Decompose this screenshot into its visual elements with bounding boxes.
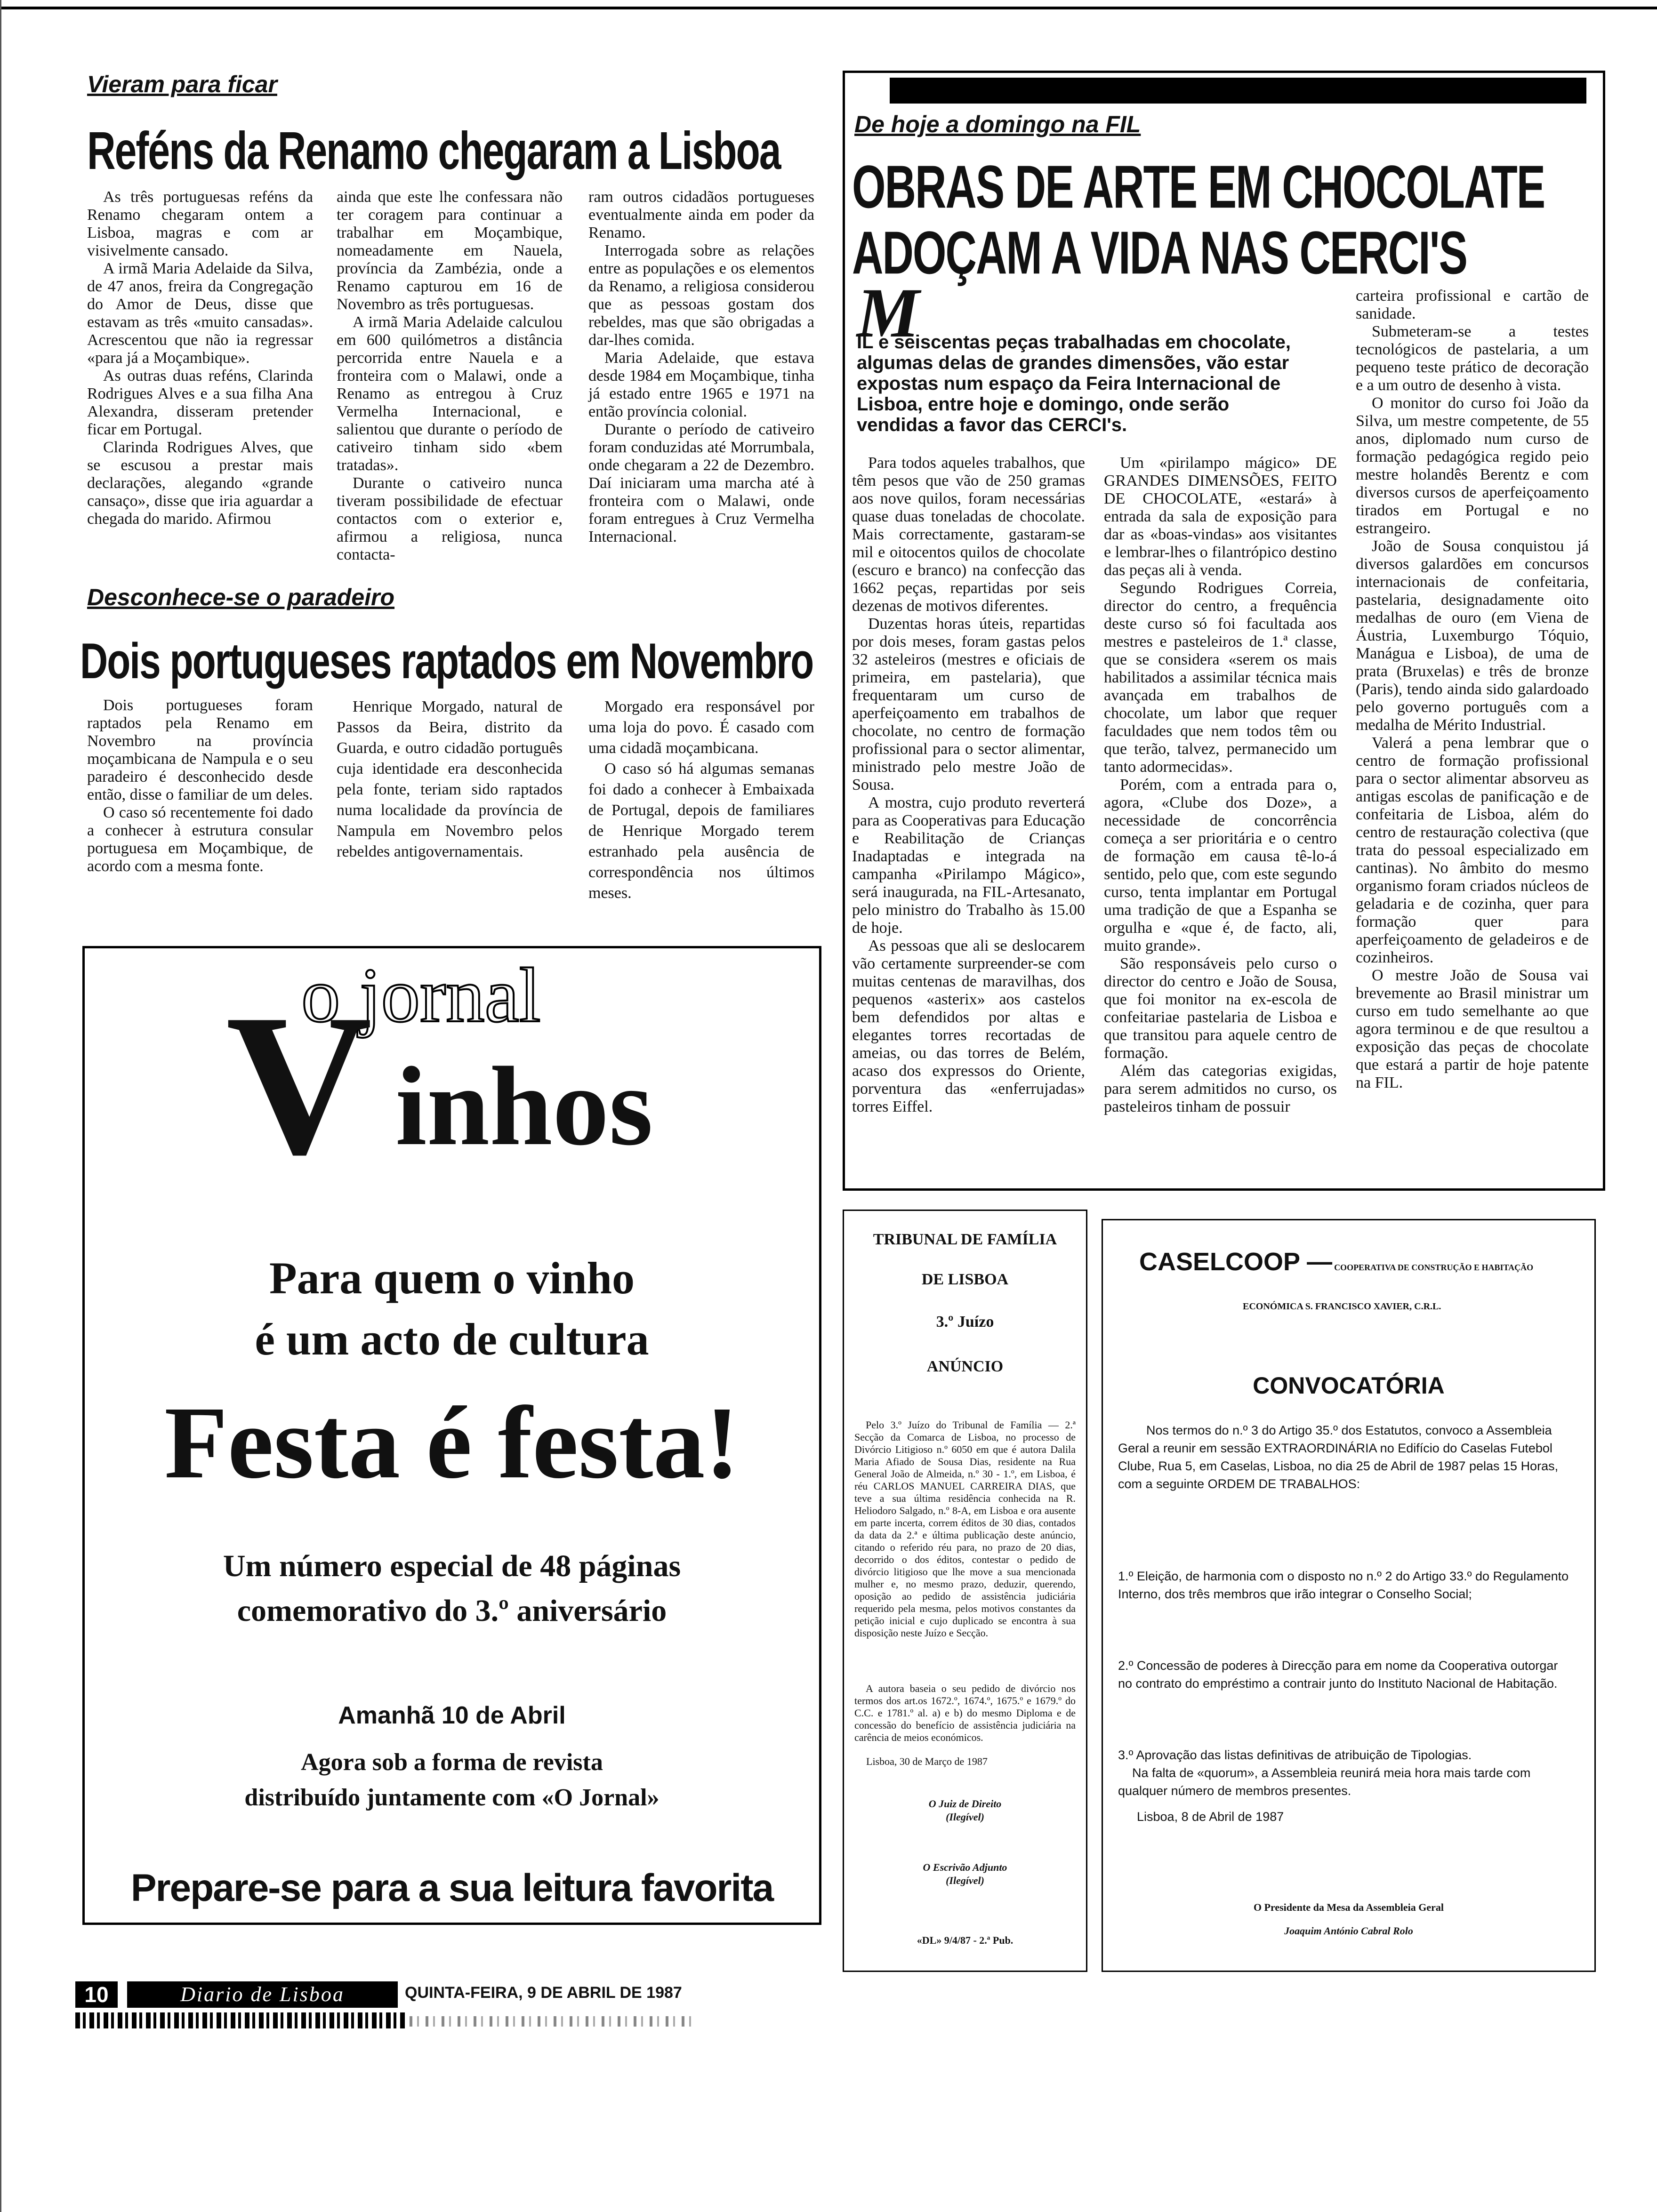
ad-tribunal-title2: DE LISBOA	[921, 1271, 1009, 1288]
article3-headline-line1: OBRAS DE ARTE EM CHOCOLATE	[852, 153, 1545, 221]
ad-jornal-logo-top: o jornal	[301, 952, 541, 1038]
ad-tribunal-title1: TRIBUNAL DE FAMÍLIA	[873, 1231, 1057, 1248]
ad-jornal-date: Amanhã 10 de Abril	[338, 1702, 566, 1729]
ad-caselcoop-item2: 2.º Concessão de poderes à Direcção para em nome da Cooperativa outorgar no contrato do empréstimo a contrair junto do Instituto Nacional de Habitação.	[1118, 1659, 1558, 1691]
paragraph: Valerá a pena lembrar que o centro de formação profissional para o sector alimentar absorveu as antigas escolas de panificação e de confeitaria de Lisboa, além do centro de restauração colectiva (que trata do pessoal especializado em cantinas). No âmbito do mesmo organismo foram criados núcleos de geladaria e de cozinha, quer para formação quer para aperfeiçoamento de geladeiros e de cozinheiros.	[1356, 734, 1589, 966]
article1-col3	[588, 188, 814, 546]
ad-caselcoop-name-rest2: ECONÓMICA S. FRANCISCO XAVIER, C.R.L.	[1243, 1301, 1441, 1312]
article3-col3	[1356, 287, 1589, 1092]
paragraph: João de Sousa conquistou já diversos galardões em concursos internacionais de confeitaria, pastelaria, designadamente oito medalhas de ouro (em Viena de Áustria, Luxemburgo Tóquio, Manágua e Lisboa), de uma de prata (Bruxelas) e três de bronze (Paris), tendo ainda sido galardoado pelo governo português com a medalha de Mérito Industrial.	[1356, 537, 1589, 734]
ad-caselcoop-title: CONVOCATÓRIA	[1253, 1372, 1445, 1399]
ad-tribunal-sig1b: (Ilegível)	[946, 1811, 984, 1823]
ad-caselcoop-item3: 3.º Aprovação das listas definitivas de atribuição de Tipologias.	[1118, 1748, 1472, 1762]
ad-jornal-cta: Prepare-se para a sua leitura favorita	[130, 1867, 773, 1909]
paragraph: A mostra, cujo produto reverterá para as Cooperativas para Educação e Reabilitação de Crianças Inadaptadas e integrada na campanha «Pirilampo Mágico», será inaugurada, na FIL-Artesanato, pelo ministro do Trabalho às 15.00 de hoje.	[852, 794, 1085, 937]
paragraph: carteira profissional e cartão de sanidade.	[1356, 287, 1589, 322]
paragraph: As pessoas que ali se deslocarem vão certamente surpreender-se com muitas centenas de maravilhas, dos pequenos «asterix» aos castelos bem defendidos por altas e elegantes torres recortadas de ameias, ou das torres de Belém, acaso dos expressos do Oriente, porventura das «enferrujadas» torres Eiffel.	[852, 937, 1085, 1115]
ad-tribunal-place-date: Lisboa, 30 de Março de 1987	[866, 1755, 988, 1767]
paragraph: Duzentas horas úteis, repartidas por dois meses, foram gastas pelos 32 asteleiros (mestres e oficiais de primeira, em pastelaria), que frequentaram um curso de aperfeiçoamento em trabalhos de chocolate, no centro de formação profissional para o sector alimentar, ministrado pelo mestre João de Sousa.	[852, 615, 1085, 793]
ad-caselcoop-place-date: Lisboa, 8 de Abril de 1987	[1137, 1810, 1284, 1824]
article1-col1	[87, 188, 313, 528]
paragraph: O caso só recentemente foi dado a conhecer à estrutura consular portuguesa em Moçambique, de acordo com a mesma fonte.	[87, 804, 313, 875]
article1-headline: Reféns da Renamo chegaram a Lisboa	[87, 120, 780, 181]
paragraph: ram outros cidadãos portugueses eventualmente ainda em poder da Renamo.	[588, 188, 814, 241]
ad-tribunal-ref: «DL» 9/4/87 - 2.ª Pub.	[917, 1934, 1014, 1946]
ad-jornal-sub1: Um número especial de 48 páginas	[223, 1549, 681, 1583]
ad-tribunal-sig2b: (Ilegível)	[946, 1875, 984, 1886]
article1-col2	[337, 188, 563, 564]
ad-tribunal-body2: A autora baseia o seu pedido de divórcio nos termos dos art.os 1672.º, 1674.º, 1675.º e 1679.º do C.C. e 1781.º al. a) e b) do mesmo Diploma e de concessão do benefício de assistência judiciária na carência de meios económicos.	[854, 1683, 1076, 1743]
ad-jornal-form2: distribuído juntamente com «O Jornal»	[244, 1784, 660, 1811]
footer-masthead: Diario de Lisboa	[127, 1981, 398, 2008]
ad-tribunal-body: Pelo 3.º Juízo do Tribunal de Família — 2.ª Secção da Comarca de Lisboa, no processo de Divórcio Litigioso n.º 6050 em que é autora Dalila Maria Afiado de Sousa Dias, residente na Rua General João de Almeida, n.º 30 - 1.º, em Lisboa, é réu CARLOS MANUEL CARREIRA DIAS, que teve a sua última residência conhecida na R. Heliodoro Salgado, n.º 8-A, em Lisboa e ora ausente em parte incerta, correm éditos de 30 dias, contados da data da 2.ª e última publicação deste anúncio, citando o referido réu para, no prazo de 20 dias, decorrido o dos éditos, contestar o pedido de divórcio litigioso que lhe move a sua mencionada mulher e, no mesmo prazo, deduzir, querendo, oposição ao pedido de assistência judiciária requerido pela mesma, pelos motivos constantes da petição inicial e cujo duplicado se encontra à sua disposição neste Juízo e Secção.	[854, 1419, 1076, 1639]
paragraph: Durante o cativeiro nunca tiveram possibilidade de efectuar contactos com o exterior e, afirmou a religiosa, nunca contacta-	[337, 474, 563, 563]
article2-headline: Dois portugueses raptados em Novembro	[80, 633, 813, 689]
paragraph: Um «pirilampo mágico» DE GRANDES DIMENSÕES, FEITO DE CHOCOLATE, «estará» à entrada da sala de exposição para dar as «boas-vindas» aos visitantes e lembrar-lhes o filantrópico destino das peças ali à venda.	[1104, 454, 1337, 579]
article3-col2	[1104, 454, 1337, 1116]
ad-caselcoop-sig1: O Presidente da Mesa da Assembleia Geral	[1253, 1901, 1444, 1913]
paragraph: ainda que este lhe confessara não ter coragem para continuar a trabalhar em Moçambique, nomeadamente em Nauela, província da Zambézia, onde a Renamo capturou em 16 de Novembro as três portuguesas.	[337, 188, 563, 313]
paragraph: O mestre João de Sousa vai brevemente ao Brasil ministrar um curso em tudo semelhante ao que agora terminou e de que resultou a exposição das peças de chocolate que estará a partir de hoje patente na FIL.	[1356, 967, 1589, 1091]
paragraph: Submeteram-se a testes tecnológicos de pastelaria, a um pequeno teste prático de decoração e a um outro de desenho à vista.	[1356, 323, 1589, 394]
article3-lead: IL e seiscentas peças trabalhadas em chocolate, algumas delas de grandes dimensões, vão estar expostas num espaço da Feira Internacional de Lisboa, entre hoje e domingo, onde serão vendidas a favor das CERCI's.	[857, 332, 1291, 435]
footer-decorative-band-faded	[410, 2016, 692, 2027]
article2-col1	[87, 697, 313, 875]
paragraph: Dois portugueses foram raptados pela Renamo em Novembro na província moçambicana de Nampula e o seu paradeiro é desconhecido desde então, disse o familiar de um deles.	[87, 697, 313, 803]
paragraph: Henrique Morgado, natural de Passos da Beira, distrito da Guarda, e outro cidadão português cuja identidade era desconhecida pela fonte, teriam sido raptados numa localidade da província de Nampula em Novembro pelos rebeldes antigovernamentais.	[337, 698, 563, 860]
ad-tribunal-court: 3.º Juízo	[936, 1313, 994, 1330]
article3-headline-line2: ADOÇAM A VIDA NAS CERCI'S	[852, 219, 1467, 287]
ad-caselcoop-intro: Nos termos do n.º 3 do Artigo 35.º dos Estatutos, convoco a Assembleia Geral a reunir em sessão EXTRAORDINÁRIA no Edifício do Caselas Futebol Clube, Rua 5, em Caselas, Lisboa, no dia 25 de Abril de 1987 pelas 15 Horas, com a seguinte ORDEM DE TRABALHOS:	[1118, 1423, 1559, 1491]
ad-caselcoop-sig2: Joaquim António Cabral Rolo	[1284, 1925, 1413, 1937]
paragraph: São responsáveis pelo curso o director do centro e João de Sousa, que foi monitor na ex-escola de confeitariae pastelaria de Lisboa e que transitou para aquele centro de formação.	[1104, 955, 1337, 1062]
ad-jornal-line1: Para quem o vinho	[269, 1253, 635, 1303]
article3-col1	[852, 454, 1085, 1116]
top-rule	[0, 7, 1657, 9]
footer-decorative-band	[75, 2012, 405, 2028]
article2-col2	[337, 697, 563, 862]
ad-jornal-big: Festa é festa!	[164, 1385, 740, 1500]
article2-col3	[588, 697, 814, 904]
paragraph: As três portuguesas reféns da Renamo chegaram ontem a Lisboa, magras e com ar visivelmente cansado.	[87, 188, 313, 259]
scan-edge-mark	[0, 0, 1, 2212]
ad-caselcoop-name-main: CASELCOOP —	[1139, 1248, 1333, 1276]
paragraph: Interrogada sobre as relações entre as populações e os elementos da Renamo, a religiosa considerou que as pessoas gostam dos rebeldes, mas que são obrigadas a dar-lhes comida.	[588, 242, 814, 349]
paragraph: O caso só há algumas semanas foi dado a conhecer à Embaixada de Portugal, depois de familiares de Henrique Morgado terem estranhado pela ausência de correspondência nos últimos meses.	[588, 760, 814, 902]
ad-caselcoop-item1: 1.º Eleição, de harmonia com o disposto no n.º 2 do Artigo 33.º do Regulamento Interno, dos três membros que irão integrar o Conselho Social;	[1118, 1569, 1569, 1601]
ad-jornal-sub2: comemorativo do 3.º aniversário	[237, 1594, 667, 1628]
paragraph: O monitor do curso foi João da Silva, um mestre competente, de 55 anos, diplomado num curso de formação pedagógica regido peio mestre holandês Berentz e com diversos cursos de aperfeiçoamento tirados em Portugal e no estrangeiro.	[1356, 394, 1589, 537]
paragraph: Morgado era responsável por uma loja do povo. É casado com uma cidadã moçambicana.	[588, 698, 814, 757]
paragraph: Maria Adelaide, que estava desde 1984 em Moçambique, tinha já estado entre 1965 e 1971 na então província colonial.	[588, 349, 814, 420]
footer-page-number: 10	[75, 1981, 118, 2008]
paragraph: Clarinda Rodrigues Alves, que se escusou a prestar mais declarações, alegando «grande cansaço», disse que iria aguardar a chegada do marido. Afirmou	[87, 439, 313, 528]
ad-jornal-line2: é um acto de cultura	[255, 1314, 649, 1364]
article3-dropcap: M	[857, 274, 920, 352]
ad-jornal-form1: Agora sob a forma de revista	[301, 1749, 603, 1776]
paragraph: As outras duas reféns, Clarinda Rodrigues Alves e a sua filha Ana Alexandra, disseram pretender ficar em Portugal.	[87, 367, 313, 438]
paragraph: Além das categorias exigidas, para serem admitidos no curso, os pasteleiros tinham de possuir	[1104, 1062, 1337, 1115]
paragraph: Durante o período de cativeiro foram conduzidas até Morrumbala, onde chegaram a 22 de Dezembro. Daí iniciaram uma marcha até à fronteira com o Malawi, onde foram entregues à Cruz Vermelha Internacional.	[588, 421, 814, 545]
ad-tribunal-sig1: O Juiz de Direito	[928, 1798, 1002, 1810]
article3-top-bar	[890, 78, 1586, 104]
ad-jornal-logo-v: V	[226, 973, 372, 1197]
ad-tribunal-sig2: O Escrivão Adjunto	[923, 1861, 1007, 1873]
article2-kicker: Desconhece-se o paradeiro	[87, 584, 395, 610]
footer-date: QUINTA-FEIRA, 9 DE ABRIL DE 1987	[405, 1984, 682, 2002]
paragraph: A irmã Maria Adelaide calculou em 600 quilómetros a distância percorrida entre Nauela e a fronteira com o Malawi, onde a Renamo as entregou à Cruz Vermelha Internacional, e salientou que durante o período de cativeiro tinham sido «bem tratadas».	[337, 313, 563, 474]
paragraph: Segundo Rodrigues Correia, director do centro, a frequência deste curso só foi facultada aos mestres e pasteleiros de 1.ª classe, que se considera «serem os mais habilitados a assimilar técnica mais avançada em trabalhos de chocolate, um labor que requer faculdades que nem todos têm ou que terão, talvez, permanecido um tanto adormecidas».	[1104, 579, 1337, 776]
paragraph: Para todos aqueles trabalhos, que têm pesos que vão de 250 gramas aos nove quilos, foram necessárias quase duas toneladas de chocolate. Mais correctamente, gastaram-se mil e oitocentos quilos de chocolate (escuro e branco) na confecção das 1662 peças, repartidas por seis dezenas de motivos diferentes.	[852, 454, 1085, 615]
ad-caselcoop-name-rest: COOPERATIVA DE CONSTRUÇÃO E HABITAÇÃO	[1334, 1263, 1534, 1272]
ad-caselcoop-name	[1139, 1247, 1533, 1276]
ad-caselcoop-quorum: Na falta de «quorum», a Assembleia reunirá meia hora mais tarde com qualquer número de membros presentes.	[1118, 1766, 1531, 1798]
ad-tribunal-type: ANÚNCIO	[926, 1358, 1004, 1375]
paragraph: A irmã Maria Adelaide da Silva, de 47 anos, freira da Congregação do Amor de Deus, disse que estavam as três «muito cansadas». Acrescentou que não ia regressar «para já a Moçambique».	[87, 260, 313, 367]
ad-jornal-logo-rest: inhos	[395, 1043, 653, 1169]
paragraph: Porém, com a entrada para o, agora, «Clube dos Doze», a necessidade de concorrência começa a ser prioritária e o centro de formação em causa tê-lo-á sentido, pelo que, com este segundo curso, tenta implantar em Portugal uma tradição de que a Espanha se orgulha e «que é, de facto, ali, muito grande».	[1104, 776, 1337, 954]
article3-kicker: De hoje a domingo na FIL	[854, 111, 1141, 137]
article1-kicker: Vieram para ficar	[87, 71, 277, 97]
